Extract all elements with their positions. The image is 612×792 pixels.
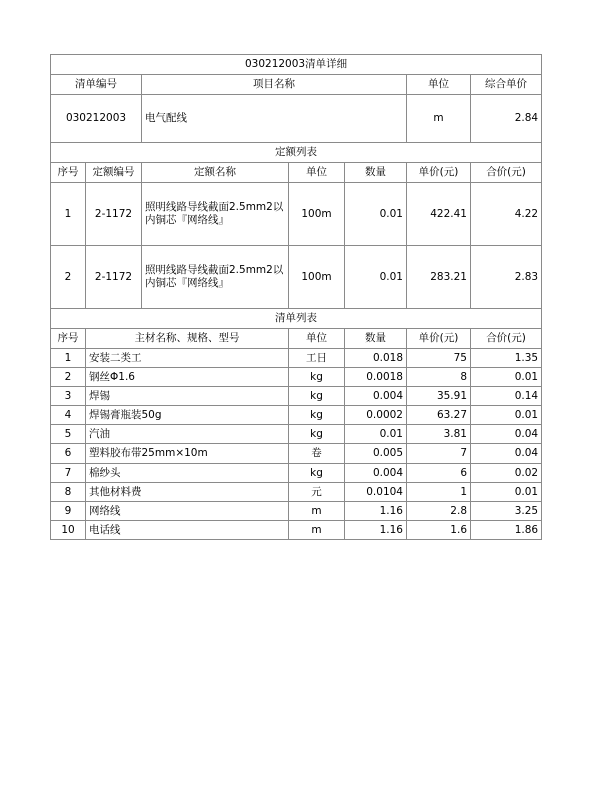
material-name: 汽油 (86, 425, 289, 444)
materials-col-total: 合价(元) (471, 329, 542, 349)
material-no: 1 (51, 349, 86, 368)
materials-list (51, 349, 542, 540)
quota-header-row (51, 163, 542, 183)
material-total: 0.01 (471, 406, 542, 425)
title-row (51, 55, 542, 75)
material-price: 6 (407, 464, 471, 483)
quota-col-price: 单价(元) (407, 163, 471, 183)
material-unit: kg (289, 406, 345, 425)
quota-col-qty: 数量 (345, 163, 407, 183)
quota-unit: 100m (289, 183, 345, 246)
material-price: 8 (407, 368, 471, 387)
material-unit: m (289, 502, 345, 521)
material-unit: 卷 (289, 444, 345, 464)
material-name: 棉纱头 (86, 464, 289, 483)
table-title: 030212003清单详细 (51, 55, 542, 75)
material-no: 8 (51, 483, 86, 502)
material-qty: 0.0002 (345, 406, 407, 425)
item-unit: m (407, 95, 471, 143)
material-total: 0.01 (471, 368, 542, 387)
quota-code: 2-1172 (86, 183, 142, 246)
material-price: 63.27 (407, 406, 471, 425)
bill-item-row (51, 95, 542, 143)
name-header: 项目名称 (142, 75, 407, 95)
quota-col-unit: 单位 (289, 163, 345, 183)
material-price: 35.91 (407, 387, 471, 406)
quota-col-total: 合价(元) (471, 163, 542, 183)
material-price: 75 (407, 349, 471, 368)
quota-row (51, 183, 542, 246)
quota-unit: 100m (289, 246, 345, 309)
item-name: 电气配线 (142, 95, 407, 143)
code-header: 清单编号 (51, 75, 142, 95)
material-name: 安装二类工 (86, 349, 289, 368)
quota-col-no: 序号 (51, 163, 86, 183)
material-name: 钢丝Φ1.6 (86, 368, 289, 387)
material-row (51, 425, 542, 444)
materials-col-no: 序号 (51, 329, 86, 349)
materials-col-price: 单价(元) (407, 329, 471, 349)
material-no: 2 (51, 368, 86, 387)
material-name: 网络线 (86, 502, 289, 521)
material-qty: 0.01 (345, 425, 407, 444)
material-row (51, 502, 542, 521)
unit-header: 单位 (407, 75, 471, 95)
material-row (51, 521, 542, 540)
material-name: 塑料胶布带25mm×10m (86, 444, 289, 464)
material-name: 焊锡膏瓶装50g (86, 406, 289, 425)
material-no: 5 (51, 425, 86, 444)
quota-total: 4.22 (471, 183, 542, 246)
material-qty: 0.004 (345, 464, 407, 483)
material-qty: 0.0104 (345, 483, 407, 502)
material-unit: kg (289, 368, 345, 387)
material-unit: kg (289, 387, 345, 406)
material-row (51, 349, 542, 368)
material-price: 7 (407, 444, 471, 464)
material-unit: m (289, 521, 345, 540)
materials-section-row (51, 309, 542, 329)
material-price: 1 (407, 483, 471, 502)
material-name: 焊锡 (86, 387, 289, 406)
material-no: 4 (51, 406, 86, 425)
quota-name: 照明线路导线截面2.5mm2以内铜芯『网络线』 (142, 246, 289, 309)
quota-col-name: 定额名称 (142, 163, 289, 183)
material-price: 2.8 (407, 502, 471, 521)
material-price: 3.81 (407, 425, 471, 444)
material-total: 1.35 (471, 349, 542, 368)
quota-qty: 0.01 (345, 183, 407, 246)
quota-code: 2-1172 (86, 246, 142, 309)
material-total: 0.04 (471, 425, 542, 444)
material-row (51, 464, 542, 483)
material-no: 6 (51, 444, 86, 464)
material-unit: 元 (289, 483, 345, 502)
material-row (51, 387, 542, 406)
material-total: 0.01 (471, 483, 542, 502)
material-qty: 1.16 (345, 521, 407, 540)
quota-qty: 0.01 (345, 246, 407, 309)
quota-price: 422.41 (407, 183, 471, 246)
quota-col-code: 定额编号 (86, 163, 142, 183)
material-qty: 0.0018 (345, 368, 407, 387)
quota-name: 照明线路导线截面2.5mm2以内铜芯『网络线』 (142, 183, 289, 246)
material-no: 9 (51, 502, 86, 521)
material-qty: 0.004 (345, 387, 407, 406)
material-unit: 工日 (289, 349, 345, 368)
material-no: 10 (51, 521, 86, 540)
materials-header-row (51, 329, 542, 349)
material-total: 0.02 (471, 464, 542, 483)
materials-col-qty: 数量 (345, 329, 407, 349)
material-total: 3.25 (471, 502, 542, 521)
quota-section-row (51, 143, 542, 163)
material-row (51, 406, 542, 425)
quota-section-title: 定额列表 (51, 143, 542, 163)
quota-row (51, 246, 542, 309)
material-row (51, 368, 542, 387)
materials-section-title: 清单列表 (51, 309, 542, 329)
item-code: 030212003 (51, 95, 142, 143)
price-header: 综合单价 (471, 75, 542, 95)
material-total: 0.14 (471, 387, 542, 406)
material-qty: 0.018 (345, 349, 407, 368)
materials-col-name: 主材名称、规格、型号 (86, 329, 289, 349)
material-row (51, 444, 542, 464)
material-no: 3 (51, 387, 86, 406)
material-name: 电话线 (86, 521, 289, 540)
material-price: 1.6 (407, 521, 471, 540)
bill-detail-table (50, 54, 542, 540)
material-total: 1.86 (471, 521, 542, 540)
material-name: 其他材料费 (86, 483, 289, 502)
materials-col-unit: 单位 (289, 329, 345, 349)
material-total: 0.04 (471, 444, 542, 464)
material-qty: 0.005 (345, 444, 407, 464)
material-no: 7 (51, 464, 86, 483)
quota-no: 2 (51, 246, 86, 309)
material-unit: kg (289, 464, 345, 483)
item-price: 2.84 (471, 95, 542, 143)
material-unit: kg (289, 425, 345, 444)
quota-price: 283.21 (407, 246, 471, 309)
bill-header-row (51, 75, 542, 95)
material-qty: 1.16 (345, 502, 407, 521)
quota-no: 1 (51, 183, 86, 246)
material-row (51, 483, 542, 502)
quota-total: 2.83 (471, 246, 542, 309)
